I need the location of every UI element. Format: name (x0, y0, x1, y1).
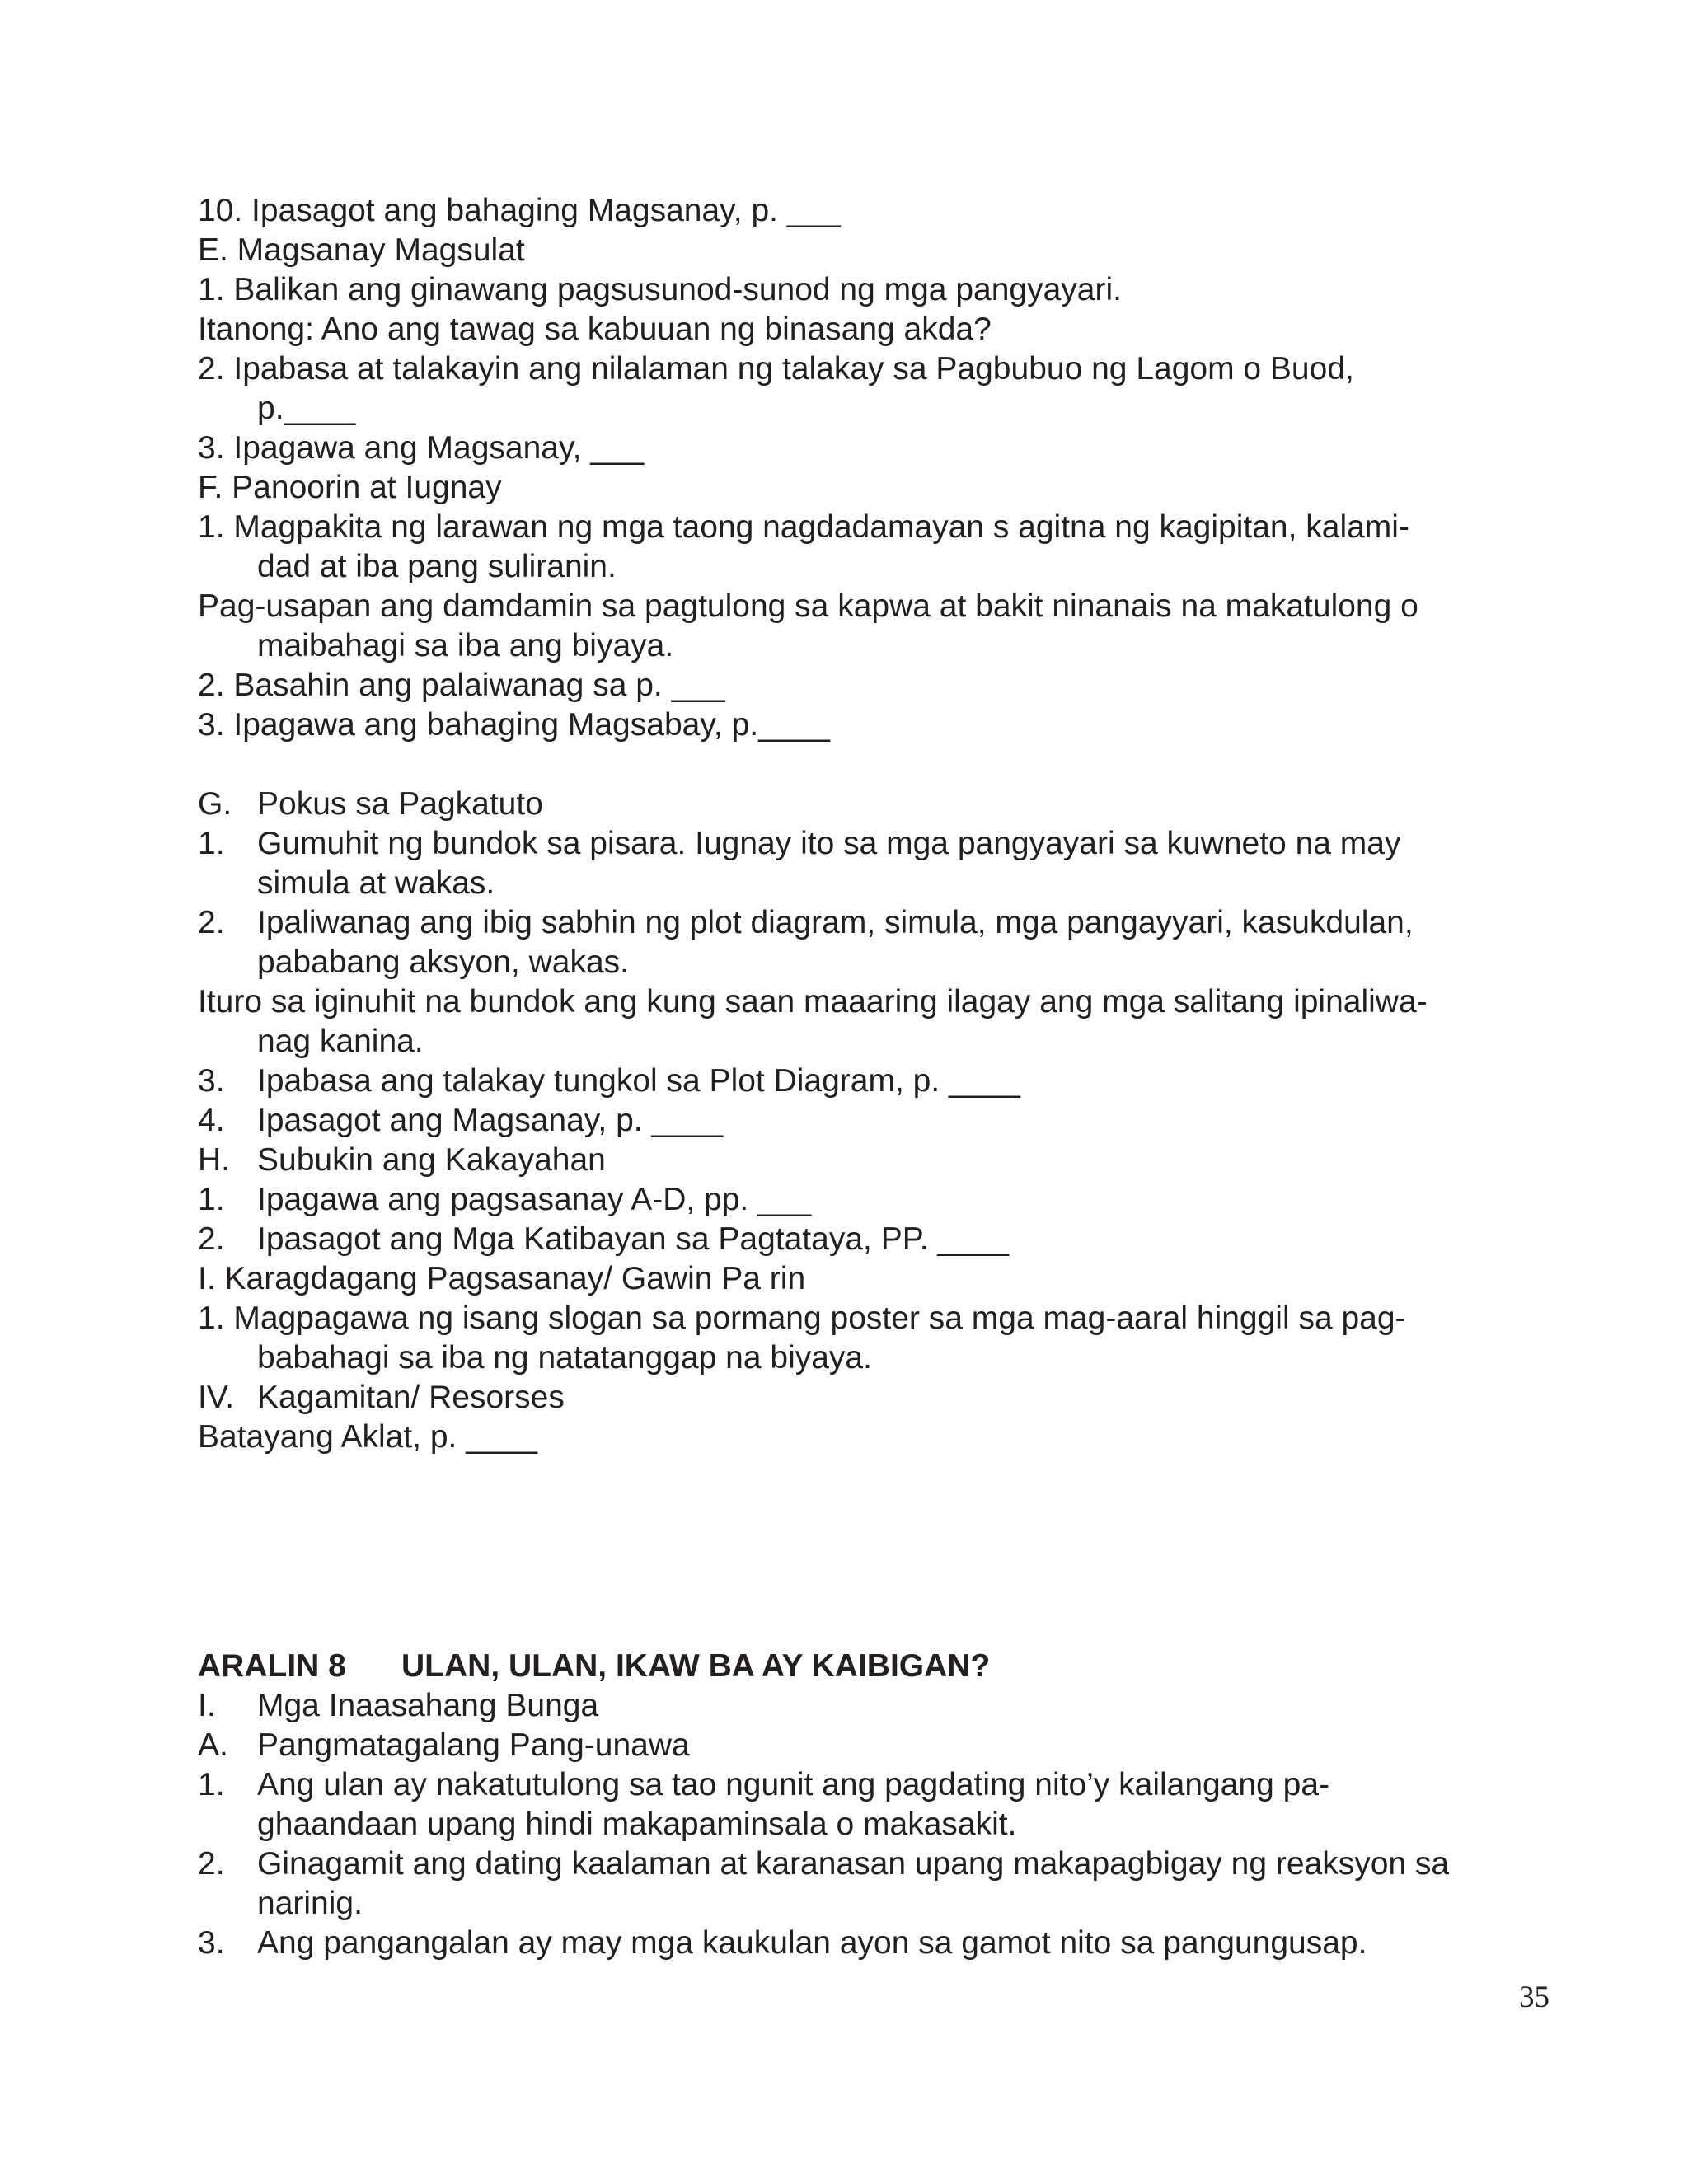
item-number: I. (198, 1688, 216, 1723)
item-text: Subukin ang Kakayahan (257, 1142, 606, 1178)
item-text: I. Karagdagang Pagsasanay/ Gawin Pa rin (198, 1261, 806, 1296)
list-item-continuation (198, 1884, 1550, 1924)
item-number: 1. (198, 1767, 225, 1802)
list-item (198, 1765, 1550, 1805)
page-number: 35 (1519, 1980, 1550, 2014)
text-line (198, 1299, 1550, 1338)
list-item (198, 1844, 1550, 1884)
text-line: Pag-usapan ang damdamin sa pagtulong sa kapwa at bakit ninanais na makatulong o (198, 588, 1418, 624)
section-heading-g (198, 785, 1550, 824)
item-text: Ang pangangalan ay may mga kaukulan ayon sa gamot nito sa pangungusap. (257, 1925, 1367, 1961)
list-item-continuation (198, 1805, 1550, 1844)
text-line-continuation: p.____ (257, 391, 356, 426)
item-text: Ituro sa iginuhit na bundok ang kung saan maaaring ilagay ang mga salitang ipinaliwa- (198, 984, 1428, 1019)
item-number: A. (198, 1727, 228, 1763)
aralin-title: ULAN, ULAN, IKAW BA AY KAIBIGAN? (401, 1648, 991, 1684)
item-text: nag kanina. (257, 1024, 424, 1059)
item-number: IV. (198, 1380, 235, 1415)
item-number: 2. (198, 1846, 225, 1882)
text-line-continuation (198, 1022, 1550, 1062)
item-number: H. (198, 1142, 230, 1178)
item-number: G. (198, 786, 232, 822)
item-text: Batayang Aklat, p. ____ (198, 1419, 537, 1455)
text-line: 10. Ipasagot ang bahaging Magsanay, p. ___ (198, 193, 841, 228)
item-number: 1. (198, 826, 225, 861)
item-text: Ipasagot ang Mga Katibayan sa Pagtataya, PP. ____ (257, 1221, 1010, 1257)
list-item-continuation (198, 943, 1550, 982)
text-line (198, 1418, 1550, 1457)
lesson-steps-e-f (198, 191, 1550, 745)
item-number: 2. (198, 905, 225, 940)
list-item (198, 1220, 1550, 1259)
section-heading-i (198, 1259, 1550, 1299)
aralin-heading (198, 1647, 1550, 1686)
item-text: Ipabasa ang talakay tungkol sa Plot Diagram, p. ____ (257, 1063, 1020, 1099)
list-item (198, 903, 1550, 943)
item-number: 3. (198, 1063, 225, 1099)
text-line: 2. Basahin ang palaiwanag sa p. ___ (198, 668, 725, 703)
item-text: ghaandaan upang hindi makapaminsala o makasakit. (257, 1807, 1017, 1842)
item-text: Ginagamit ang dating kaalaman at karanasan upang makapagbigay ng reaksyon sa (257, 1846, 1450, 1882)
item-number: 4. (198, 1103, 225, 1138)
section-heading-h (198, 1141, 1550, 1180)
item-text: 1. Magpagawa ng isang slogan sa pormang poster sa mga mag-aaral hinggil sa pag- (198, 1301, 1406, 1336)
item-text: Gumuhit ng bundok sa pisara. Iugnay ito sa mga pangyayari sa kuwneto na may (257, 826, 1401, 861)
lesson-steps-g-iv (198, 785, 1550, 1457)
item-number: 3. (198, 1925, 225, 1961)
item-text: babahagi sa iba ng natatanggap na biyaya. (257, 1340, 872, 1376)
item-text: Kagamitan/ Resorses (257, 1380, 565, 1415)
item-text: pababang aksyon, wakas. (257, 944, 629, 980)
list-item (198, 1062, 1550, 1101)
text-line-continuation: maibahagi sa iba ang biyaya. (257, 628, 674, 663)
item-text: simula at wakas. (257, 865, 495, 901)
item-text: Mga Inaasahang Bunga (257, 1688, 599, 1723)
text-line: 2. Ipabasa at talakayin ang nilalaman ng talakay sa Pagbubuo ng Lagom o Buod, (198, 351, 1354, 387)
item-text: Ipaliwanag ang ibig sabhin ng plot diagram, simula, mga pangayyari, kasukdulan, (257, 905, 1414, 940)
text-line: 1. Balikan ang ginawang pagsusunod-sunod ng mga pangyayari. (198, 272, 1122, 307)
list-item (198, 1180, 1550, 1220)
item-text: Pokus sa Pagkatuto (257, 786, 543, 822)
item-text: Ang ulan ay nakatutulong sa tao ngunit ang pagdating nito’y kailangang pa- (257, 1767, 1329, 1802)
list-item (198, 1726, 1550, 1765)
list-item (198, 824, 1550, 864)
item-text: Ipagawa ang pagsasanay A-D, pp. ___ (257, 1182, 812, 1217)
section-heading-iv (198, 1378, 1550, 1418)
list-item (198, 1101, 1550, 1141)
item-text: Ipasagot ang Magsanay, p. ____ (257, 1103, 724, 1138)
list-item (198, 1924, 1550, 1963)
item-number: 1. (198, 1182, 225, 1217)
list-item-continuation (198, 864, 1550, 903)
text-line-continuation (198, 1338, 1550, 1378)
section-heading-e: E. Magsanay Magsulat (198, 232, 525, 268)
item-number: 2. (198, 1221, 225, 1257)
text-line (198, 982, 1550, 1022)
aralin-label: ARALIN 8 (198, 1648, 346, 1684)
item-text: Pangmatagalang Pang-unawa (257, 1727, 690, 1763)
text-line: 3. Ipagawa ang Magsanay, ___ (198, 430, 645, 466)
text-line-continuation: dad at iba pang suliranin. (257, 549, 617, 584)
text-line: Itanong: Ano ang tawag sa kabuuan ng binasang akda? (198, 312, 992, 347)
text-line: 1. Magpakita ng larawan ng mga taong nagdadamayan s agitna ng kagipitan, kalami- (198, 509, 1409, 545)
text-line: 3. Ipagawa ang bahaging Magsabay, p.____ (198, 707, 830, 743)
item-text: narinig. (257, 1886, 363, 1921)
list-item (198, 1686, 1550, 1726)
section-heading-f: F. Panoorin at Iugnay (198, 470, 502, 505)
aralin-8-section (198, 1647, 1550, 1963)
